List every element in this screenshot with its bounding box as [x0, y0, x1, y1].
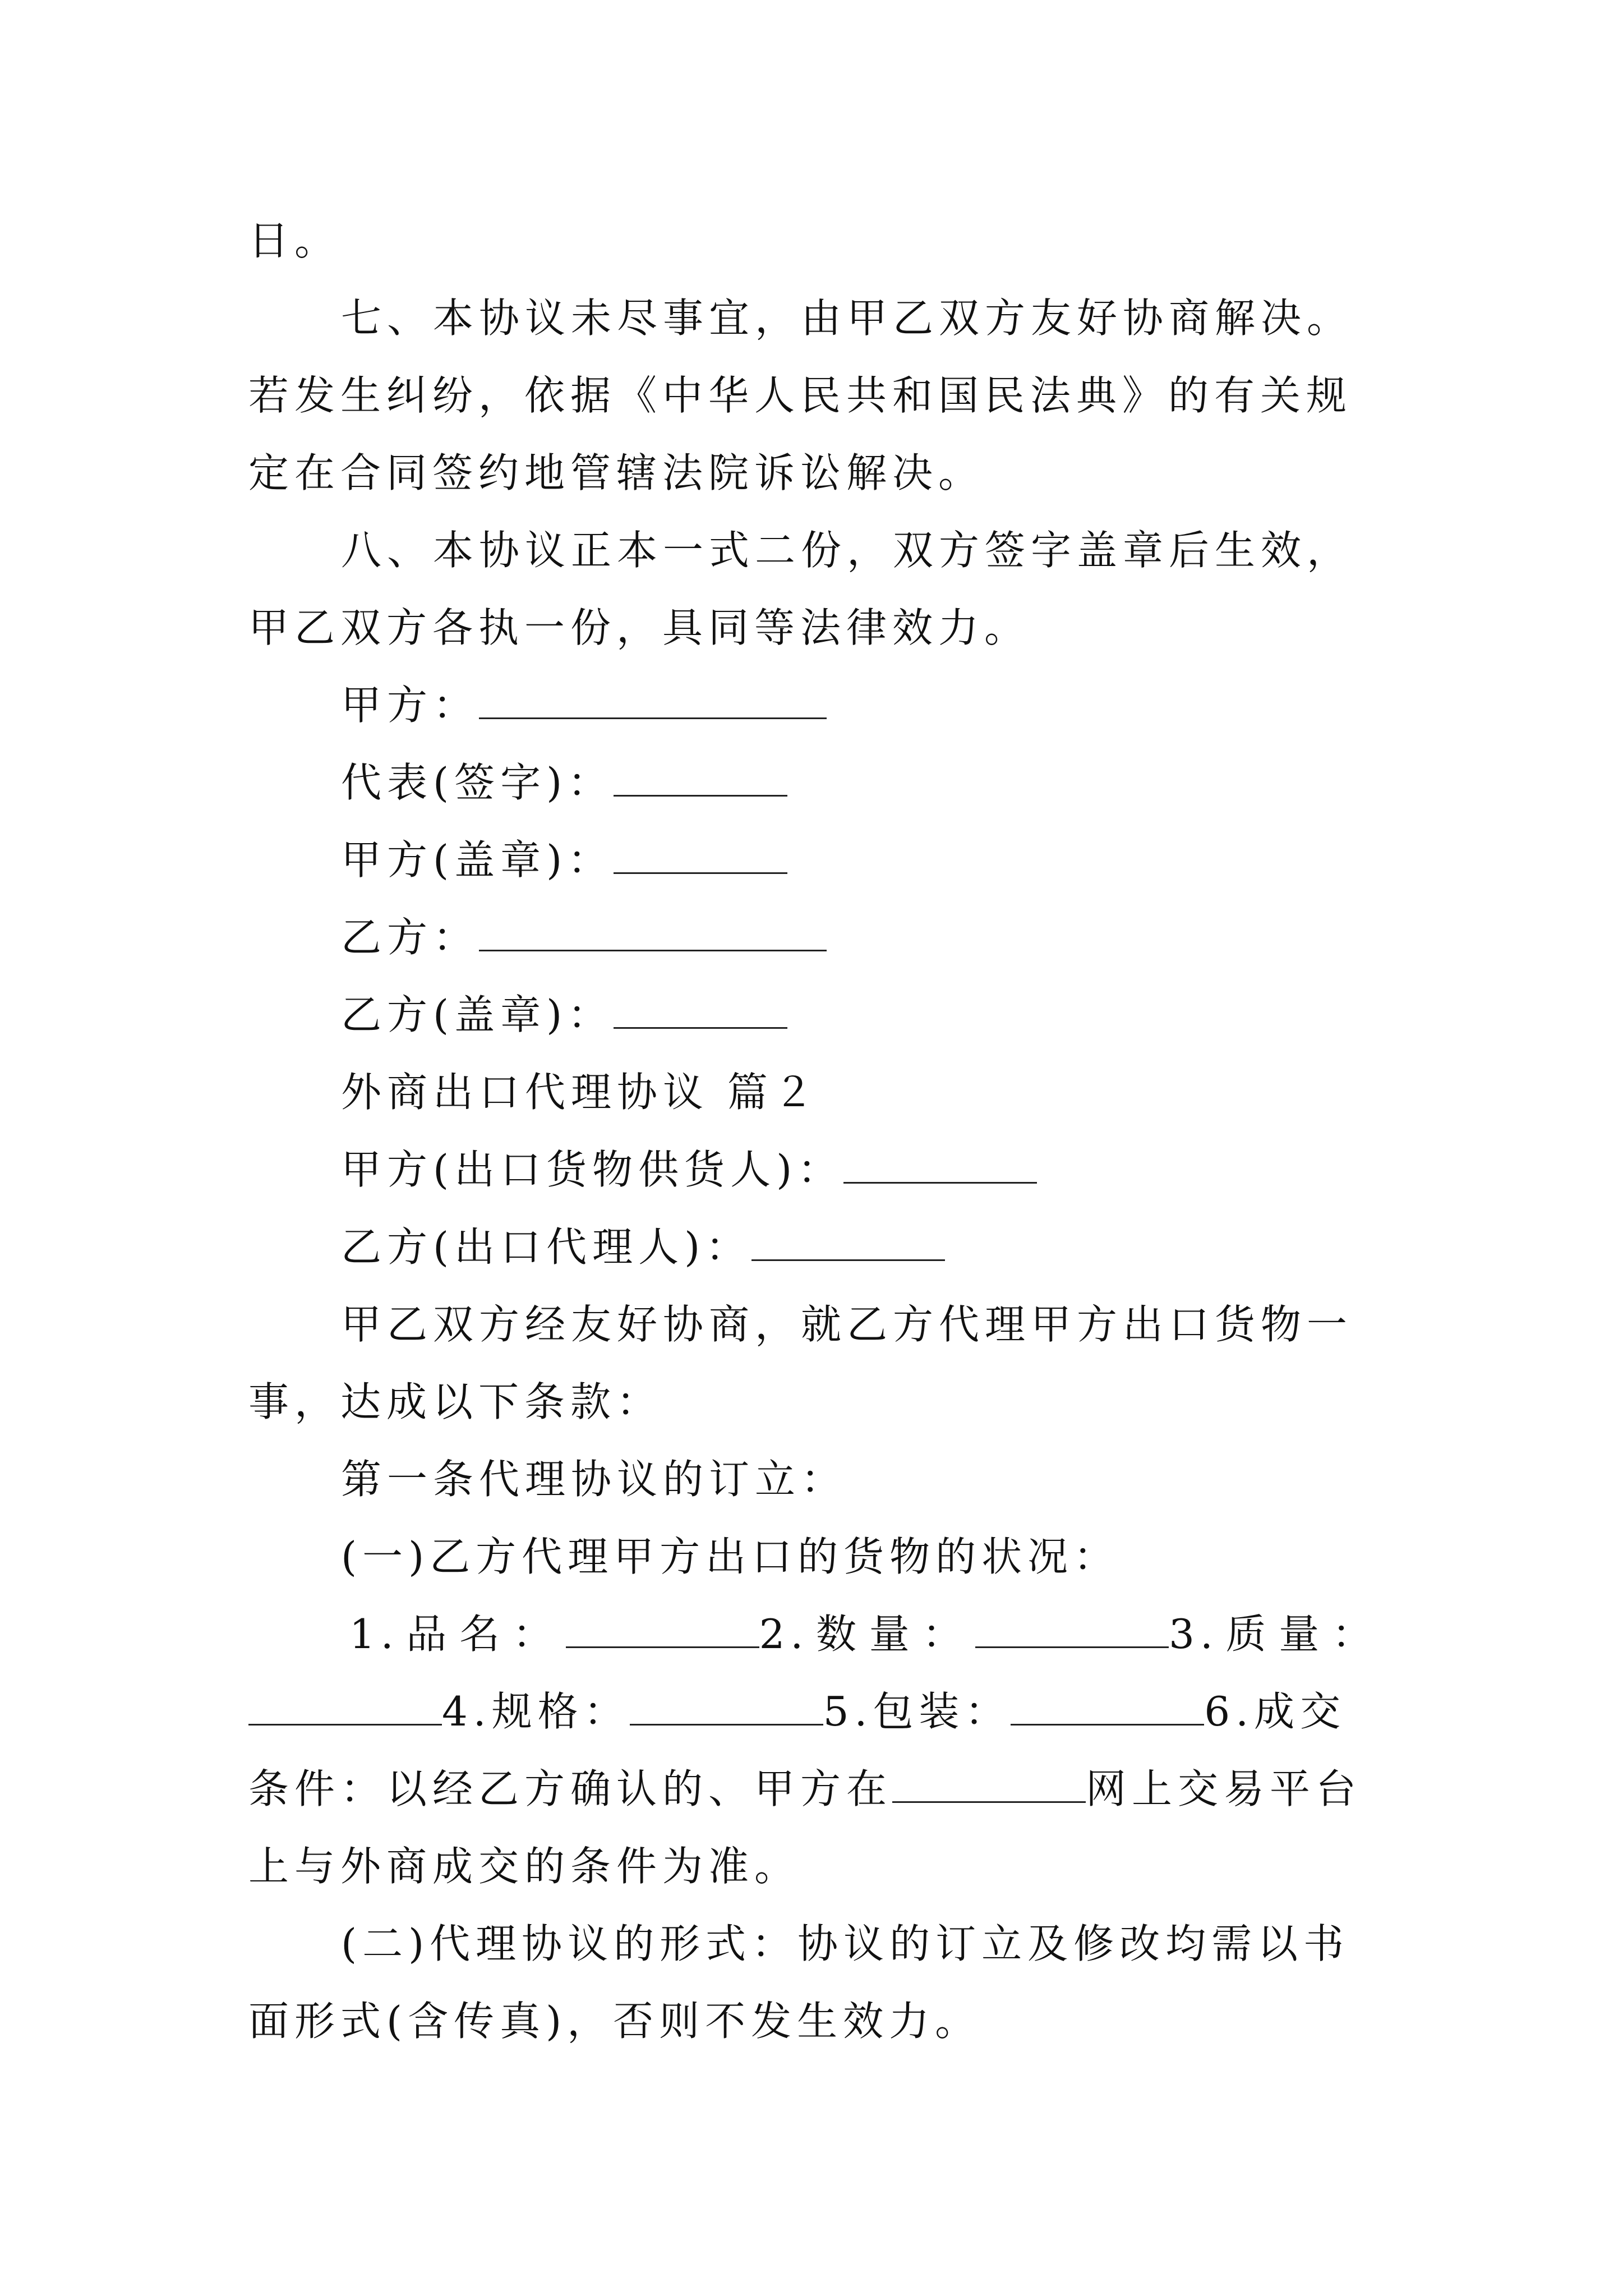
party-a-field	[248, 1131, 1378, 1208]
goods-details-line2	[248, 1673, 1378, 1905]
signature-blank	[479, 913, 827, 951]
clause-eight: 八、本协议正本一式二份，双方签字盖章后生效，甲乙双方各执一份，具同等法律效力。	[248, 527, 1353, 651]
article-one-title: 第一条代理协议的订立：	[341, 1456, 847, 1503]
signature-blank	[614, 836, 787, 874]
signature-field-party-a-seal	[248, 821, 1378, 899]
party-b-label: 乙方(出口代理人)：	[341, 1223, 752, 1271]
signature-blank	[479, 681, 827, 719]
goods-packaging-blank	[1011, 1687, 1204, 1726]
party-a-blank	[843, 1145, 1037, 1184]
goods-quality-label: 3.质量：	[1169, 1611, 1378, 1658]
goods-name-label: 1.品名：	[349, 1611, 566, 1658]
goods-quantity-label: 2.数量：	[759, 1611, 976, 1658]
signature-field-representative	[248, 744, 1378, 821]
signature-field-party-a	[248, 666, 1378, 744]
goods-platform-blank	[892, 1765, 1086, 1803]
signature-label: 甲方：	[341, 682, 479, 729]
goods-terms-suffix: 网上交易平台上与外商成交的条件为准。	[248, 1765, 1362, 1890]
signature-label: 甲方(盖章)：	[341, 836, 614, 884]
party-b-blank	[751, 1223, 945, 1261]
goods-terms-label: 6.成交条件：以经乙方确认的、甲方在	[248, 1688, 1347, 1812]
signature-blank	[614, 758, 787, 797]
signature-field-party-b-seal	[248, 976, 1378, 1053]
intro-paragraph: 甲乙双方经友好协商，就乙方代理甲方出口货物一事，达成以下条款：	[248, 1301, 1353, 1425]
signature-label: 代表(签字)：	[341, 759, 614, 806]
goods-quantity-blank	[975, 1610, 1169, 1648]
goods-quality-blank	[248, 1687, 442, 1726]
signature-blank	[614, 991, 787, 1029]
goods-spec-blank	[630, 1687, 823, 1726]
clause-seven: 七、本协议未尽事宜，由甲乙双方友好协商解决。若发生纠纷，依据《中华人民共和国民法典》的有关规定在合同签约地管辖法院诉讼解决。	[248, 295, 1353, 496]
document-body	[248, 202, 1378, 2060]
item-one-title: (一)乙方代理甲方出口的货物的状况：	[341, 1533, 1120, 1580]
signature-label: 乙方：	[341, 914, 479, 961]
section-title: 外商出口代理协议 篇２	[341, 1069, 819, 1116]
goods-name-blank	[566, 1610, 759, 1648]
paragraph-continuation: 日。	[248, 217, 341, 264]
party-a-label: 甲方(出口货物供货人)：	[341, 1146, 844, 1193]
signature-label: 乙方(盖章)：	[341, 991, 614, 1038]
party-b-field	[248, 1208, 1378, 1286]
goods-details-line1	[248, 1595, 1378, 1673]
goods-packaging-label: 5.包装：	[823, 1688, 1011, 1735]
signature-field-party-b	[248, 899, 1378, 976]
item-two: (二)代理协议的形式：协议的订立及修改均需以书面形式(含传真)，否则不发生效力。	[248, 1920, 1350, 2045]
goods-spec-label: 4.规格：	[442, 1688, 630, 1735]
